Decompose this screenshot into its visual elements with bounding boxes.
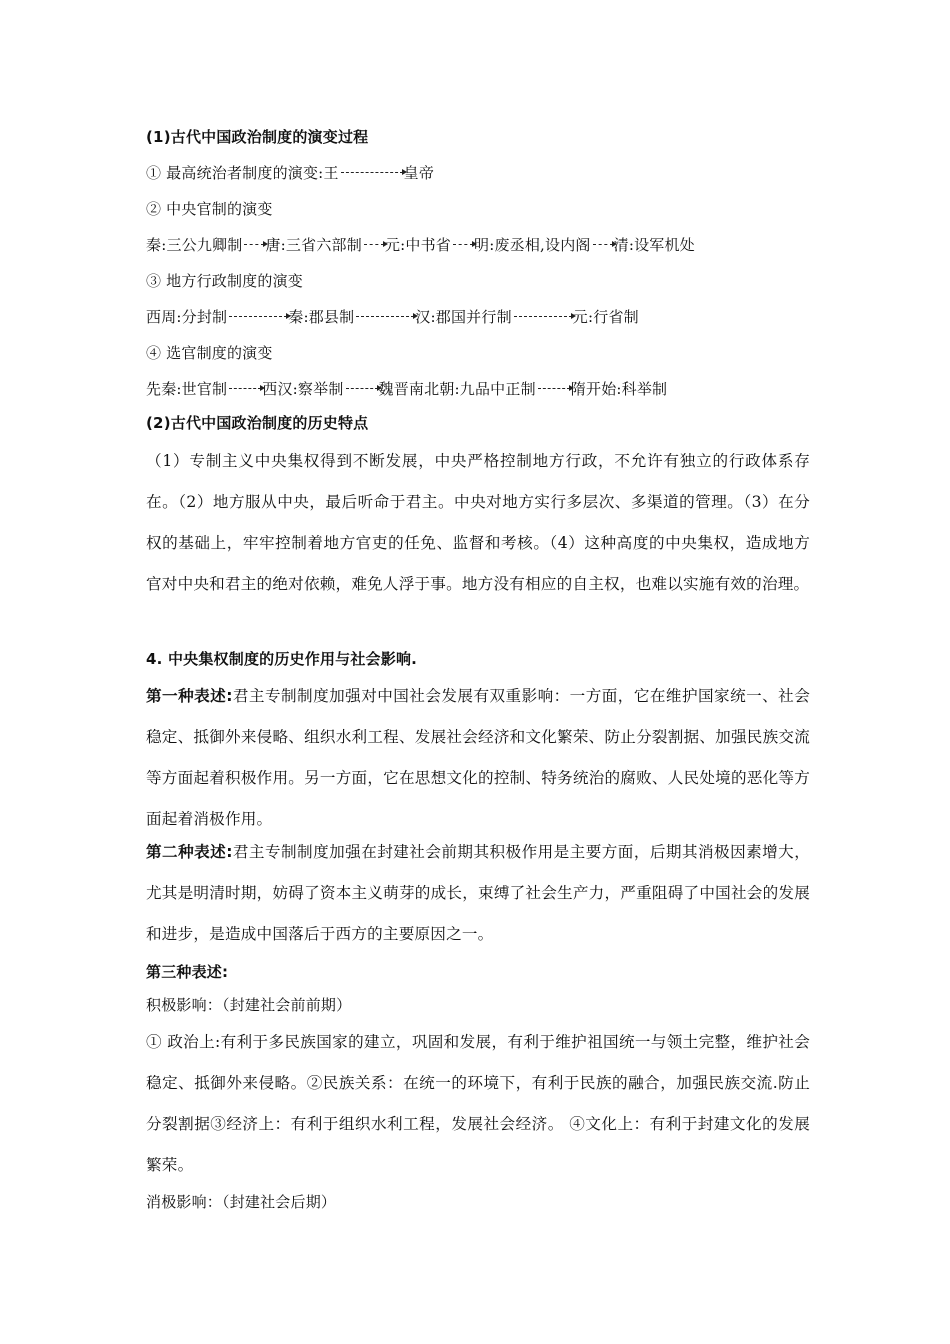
item2-chain <box>146 235 695 255</box>
arrow-icon <box>538 388 570 391</box>
expression-1-text: 君主专制制度加强对中国社会发展有双重影响：一方面，它在维护国家统一、社会稳定、抵御外来侵略、组织水利工程、发展社会经济和文化繁荣、防止分裂割据、加强民族交流等方面起着积极作用。另一方面，它在思想文化的控制、特务统治的腐败、人民处境的恶化等方面起着消极作用。 <box>146 687 811 828</box>
arrow-icon <box>593 244 613 247</box>
chain-item: 明:废丞相,设内阁 <box>474 236 591 254</box>
chain-item: 先秦:世官制 <box>146 380 228 398</box>
chain-item: 元:行省制 <box>572 308 639 326</box>
item1-to: 皇帝 <box>403 164 435 182</box>
chain-item: 隋开始:科举制 <box>570 380 668 398</box>
chain-item: 秦:郡县制 <box>288 308 355 326</box>
arrow-icon <box>229 388 261 391</box>
section1-title: (1)古代中国政治制度的演变过程 <box>146 128 369 146</box>
expression-1 <box>146 676 810 840</box>
arrow-icon <box>364 244 384 247</box>
arrow-icon <box>356 316 414 319</box>
item1-from: 王 <box>323 164 339 182</box>
chain-item: 唐:三省六部制 <box>265 236 362 254</box>
section2-title: (2)古代中国政治制度的历史特点 <box>146 414 369 432</box>
positive-text: ① 政治上:有利于多民族国家的建立，巩固和发展，有利于维护祖国统一与领土完整，维护社会稳定、抵御外来侵略。②民族关系：在统一的环境下，有利于民族的融合，加强民族交流.防止分裂割据③经济上：有利于组织水利工程，发展社会经济。 ④文化上：有利于封建文化的发展繁荣。 <box>146 1033 810 1174</box>
expression-1-label: 第一种表述: <box>146 687 233 705</box>
chain-item: 元:中书省 <box>384 236 451 254</box>
chain-item: 汉:郡国并行制 <box>415 308 512 326</box>
item1-line <box>146 163 434 183</box>
arrow-icon <box>346 388 378 391</box>
item2-label: ② 中央官制的演变 <box>146 200 273 218</box>
arrow-icon <box>244 244 264 247</box>
expression-3-label: 第三种表述: <box>146 963 229 981</box>
chain-item: 清:设军机处 <box>613 236 695 254</box>
item3-chain <box>146 307 639 327</box>
chain-item: 魏晋南北朝:九品中正制 <box>378 380 536 398</box>
expression-2-label: 第二种表述: <box>146 843 233 861</box>
expression-2-text: 君主专制制度加强在封建社会前期其积极作用是主要方面，后期其消极因素增大，尤其是明清时期，妨碍了资本主义萌芽的成长，束缚了社会生产力，严重阻碍了中国社会的发展和进步，是造成中国落后于西方的主要原因之一。 <box>146 843 811 943</box>
section2-body: （1）专制主义中央集权得到不断发展，中央严格控制地方行政，不允许有独立的行政体系存在。（2）地方服从中央，最后听命于君主。中央对地方实行多层次、多渠道的管理。（3）在分权的基础上，牢牢控制着地方官吏的任免、监督和考核。（4）这种高度的中央集权，造成地方官对中央和君主的绝对依赖，难免人浮于事。地方没有相应的自主权，也难以实施有效的治理。 <box>146 452 810 593</box>
expression-2 <box>146 832 810 955</box>
item3-label: ③ 地方行政制度的演变 <box>146 272 303 290</box>
item4-label: ④ 选官制度的演变 <box>146 344 273 362</box>
arrow-icon <box>453 244 473 247</box>
positive-label: 积极影响：（封建社会前前期） <box>146 996 352 1014</box>
item1-label: ① 最高统治者制度的演变: <box>146 164 324 182</box>
arrow-icon <box>341 172 403 175</box>
chain-item: 秦:三公九卿制 <box>146 236 243 254</box>
negative-label: 消极影响：（封建社会后期） <box>146 1193 337 1211</box>
item4-chain <box>146 379 667 399</box>
arrow-icon <box>229 316 287 319</box>
chain-item: 西汉:察举制 <box>262 380 344 398</box>
section4-title: 4. 中央集权制度的历史作用与社会影响. <box>146 650 418 668</box>
chain-item: 西周:分封制 <box>146 308 228 326</box>
arrow-icon <box>514 316 572 319</box>
